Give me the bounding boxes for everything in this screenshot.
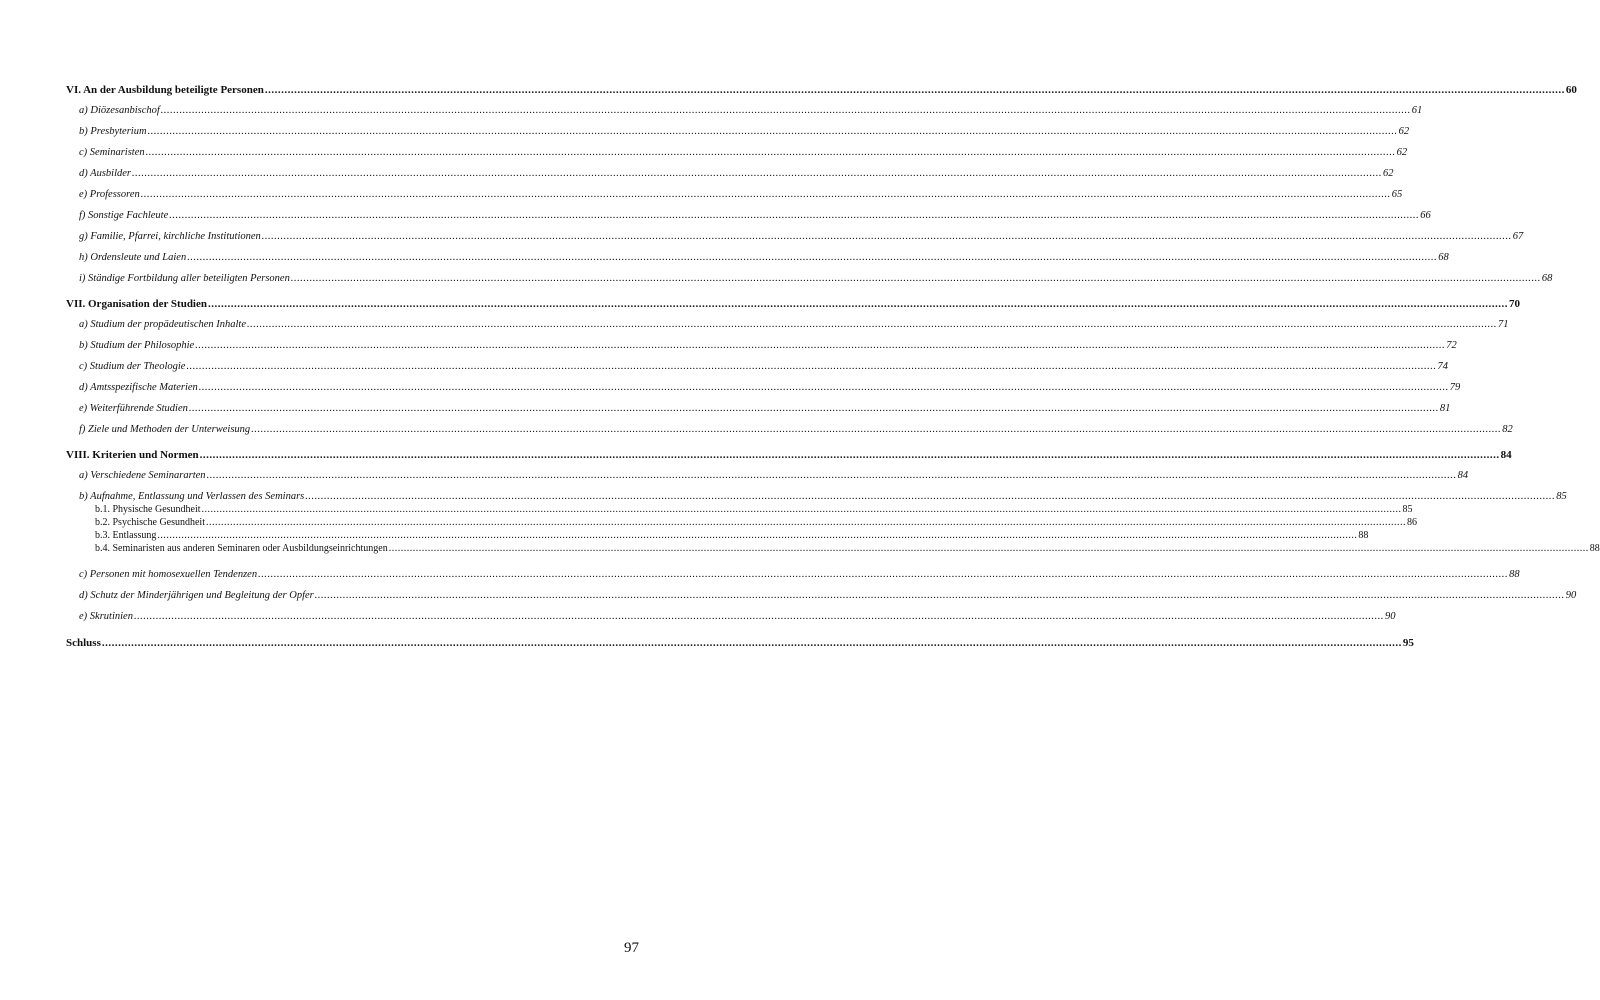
toc-entry[interactable] xyxy=(66,298,1520,310)
toc-entry[interactable] xyxy=(66,210,1431,221)
toc-entry-title: a) Studium der propädeutischen Inhalte xyxy=(79,319,247,330)
toc-entry[interactable] xyxy=(66,491,1567,502)
toc-entry-title: c) Studium der Theologie xyxy=(79,361,186,372)
toc-entry-page: 86 xyxy=(1407,517,1417,528)
toc-entry-title: d) Schutz der Minderjährigen und Begleitung der Opfer xyxy=(79,590,314,601)
toc-entry-page: 88 xyxy=(1358,530,1369,541)
toc-entry-title: b) Aufnahme, Entlassung und Verlassen des Seminars xyxy=(79,491,305,502)
dot-leader: ................................................................................................................................................................................................................................................................................................................................................................................................................ xyxy=(201,504,1402,515)
toc-entry-title: f) Ziele und Methoden der Unterweisung xyxy=(79,424,251,435)
dot-leader: ................................................................................................................................................................................................................................................................................................................................................................................................................ xyxy=(133,611,1384,622)
toc-entry-page: 90 xyxy=(1384,611,1396,622)
toc-entry-title: Schluss xyxy=(66,637,101,649)
toc-entry-page: 88 xyxy=(1589,543,1600,554)
toc-entry-page: 61 xyxy=(1411,105,1423,116)
toc-entry-page: 62 xyxy=(1396,147,1408,158)
dot-leader: ................................................................................................................................................................................................................................................................................................................................................................................................................ xyxy=(169,210,1420,221)
dot-leader: ................................................................................................................................................................................................................................................................................................................................................................................................................ xyxy=(314,590,1565,601)
toc-entry-page: 82 xyxy=(1502,424,1513,435)
toc-entry[interactable] xyxy=(66,590,1577,601)
toc-entry-title: b.2. Psychische Gesundheit xyxy=(95,517,205,528)
toc-entry[interactable] xyxy=(66,504,1413,515)
toc-entry-title: a) Diözesanbischof xyxy=(79,105,160,116)
toc-entry-title: b) Presbyterium xyxy=(79,126,147,137)
toc-entry-page: 62 xyxy=(1383,168,1394,179)
dot-leader: ................................................................................................................................................................................................................................................................................................................................................................................................................ xyxy=(290,273,1541,284)
dot-leader: ................................................................................................................................................................................................................................................................................................................................................................................................................ xyxy=(258,569,1509,580)
dot-leader: ................................................................................................................................................................................................................................................................................................................................................................................................................ xyxy=(188,403,1439,414)
toc-entry[interactable] xyxy=(66,126,1410,137)
dot-leader: ................................................................................................................................................................................................................................................................................................................................................................................................................ xyxy=(198,382,1449,393)
toc-entry-title: a) Verschiedene Seminararten xyxy=(79,470,206,481)
toc-entry[interactable] xyxy=(66,252,1449,263)
toc-entry-title: i) Ständige Fortbildung aller beteiligten Personen xyxy=(79,273,290,284)
dot-leader: ................................................................................................................................................................................................................................................................................................................................................................................................................ xyxy=(264,84,1565,96)
toc-entry[interactable] xyxy=(66,273,1553,284)
dot-leader: ................................................................................................................................................................................................................................................................................................................................................................................................................ xyxy=(145,147,1396,158)
toc-entry-title: e) Weiterführende Studien xyxy=(79,403,188,414)
toc-entry[interactable] xyxy=(66,147,1408,158)
dot-leader: ................................................................................................................................................................................................................................................................................................................................................................................................................ xyxy=(101,637,1402,649)
toc-entry-page: 60 xyxy=(1565,84,1577,96)
toc-entry-title: d) Ausbilder xyxy=(79,168,132,179)
dot-leader: ................................................................................................................................................................................................................................................................................................................................................................................................................ xyxy=(208,298,1508,310)
toc-entry[interactable] xyxy=(66,105,1423,116)
toc-entry-page: 72 xyxy=(1446,340,1457,351)
toc-entry-title: c) Personen mit homosexuellen Tendenzen xyxy=(79,569,258,580)
dot-leader: ................................................................................................................................................................................................................................................................................................................................................................................................................ xyxy=(305,491,1556,502)
toc-entry[interactable] xyxy=(66,231,1524,242)
toc-entry[interactable] xyxy=(66,543,1600,554)
toc-entry[interactable] xyxy=(66,403,1451,414)
toc-entry-page: 68 xyxy=(1438,252,1449,263)
toc-entry[interactable] xyxy=(66,611,1396,622)
toc-entry-page: 85 xyxy=(1402,504,1413,515)
toc-entry-page: 68 xyxy=(1541,273,1553,284)
page-number: 97 xyxy=(624,940,639,956)
toc-entry[interactable] xyxy=(66,168,1394,179)
toc-entry-page: 65 xyxy=(1391,189,1403,200)
toc-entry[interactable] xyxy=(66,517,1417,528)
toc-entry[interactable] xyxy=(66,382,1461,393)
toc-entry-page: 84 xyxy=(1457,470,1469,481)
toc-entry[interactable] xyxy=(66,569,1520,580)
toc-entry[interactable] xyxy=(66,189,1403,200)
dot-leader: ................................................................................................................................................................................................................................................................................................................................................................................................................ xyxy=(388,543,1589,554)
dot-leader: ................................................................................................................................................................................................................................................................................................................................................................................................................ xyxy=(160,105,1411,116)
toc-entry[interactable] xyxy=(66,424,1513,435)
toc-entry-title: f) Sonstige Fachleute xyxy=(79,210,169,221)
toc-entry-page: 88 xyxy=(1509,569,1520,580)
dot-leader: ................................................................................................................................................................................................................................................................................................................................................................................................................ xyxy=(247,319,1498,330)
toc-entry-title: VII. Organisation der Studien xyxy=(66,298,207,310)
dot-leader: ................................................................................................................................................................................................................................................................................................................................................................................................................ xyxy=(251,424,1502,435)
toc-entry-page: 67 xyxy=(1512,231,1524,242)
toc-entry-page: 74 xyxy=(1437,361,1448,372)
toc-entry-title: d) Amtsspezifische Materien xyxy=(79,382,198,393)
toc-entry-page: 79 xyxy=(1449,382,1461,393)
toc-entry[interactable] xyxy=(66,340,1457,351)
toc-entry[interactable] xyxy=(66,530,1369,541)
toc-entry[interactable] xyxy=(66,319,1509,330)
dot-leader: ................................................................................................................................................................................................................................................................................................................................................................................................................ xyxy=(199,449,1500,461)
toc-entry-page: 62 xyxy=(1398,126,1410,137)
toc-entry-title: b.1. Physische Gesundheit xyxy=(95,504,201,515)
toc-entry-title: VIII. Kriterien und Normen xyxy=(66,449,199,461)
toc-entry-title: b.3. Entlassung xyxy=(95,530,157,541)
dot-leader: ................................................................................................................................................................................................................................................................................................................................................................................................................ xyxy=(206,517,1406,528)
toc-entry-page: 71 xyxy=(1498,319,1509,330)
toc-entry-page: 90 xyxy=(1565,590,1577,601)
dot-leader: ................................................................................................................................................................................................................................................................................................................................................................................................................ xyxy=(206,470,1457,481)
toc-entry-title: h) Ordensleute und Laien xyxy=(79,252,187,263)
toc-entry[interactable] xyxy=(66,84,1577,96)
dot-leader: ................................................................................................................................................................................................................................................................................................................................................................................................................ xyxy=(132,168,1383,179)
toc-entry-page: 85 xyxy=(1556,491,1567,502)
toc-entry-title: e) Skrutinien xyxy=(79,611,133,622)
toc-entry-page: 95 xyxy=(1402,637,1414,649)
dot-leader: ................................................................................................................................................................................................................................................................................................................................................................................................................ xyxy=(157,530,1358,541)
dot-leader: ................................................................................................................................................................................................................................................................................................................................................................................................................ xyxy=(140,189,1391,200)
toc-entry[interactable] xyxy=(66,637,1414,649)
toc-entry-title: c) Seminaristen xyxy=(79,147,145,158)
toc-entry-page: 84 xyxy=(1500,449,1512,461)
toc-entry-title: e) Professoren xyxy=(79,189,140,200)
toc-entry-title: b) Studium der Philosophie xyxy=(79,340,195,351)
toc-entry-page: 66 xyxy=(1420,210,1431,221)
dot-leader: ................................................................................................................................................................................................................................................................................................................................................................................................................ xyxy=(187,252,1438,263)
toc-entry[interactable] xyxy=(66,449,1512,461)
toc-entry-title: g) Familie, Pfarrei, kirchliche Institutionen xyxy=(79,231,261,242)
toc-entry[interactable] xyxy=(66,470,1469,481)
toc-entry-page: 70 xyxy=(1509,298,1520,310)
toc-entry-title: VI. An der Ausbildung beteiligte Personen xyxy=(66,84,264,96)
toc-entry[interactable] xyxy=(66,361,1448,372)
dot-leader: ................................................................................................................................................................................................................................................................................................................................................................................................................ xyxy=(186,361,1437,372)
dot-leader: ................................................................................................................................................................................................................................................................................................................................................................................................................ xyxy=(147,126,1398,137)
dot-leader: ................................................................................................................................................................................................................................................................................................................................................................................................................ xyxy=(195,340,1446,351)
toc-entry-title: b.4. Seminaristen aus anderen Seminaren oder Ausbildungseinrichtungen xyxy=(95,543,388,554)
dot-leader: ................................................................................................................................................................................................................................................................................................................................................................................................................ xyxy=(261,231,1512,242)
toc-entry-page: 81 xyxy=(1439,403,1451,414)
